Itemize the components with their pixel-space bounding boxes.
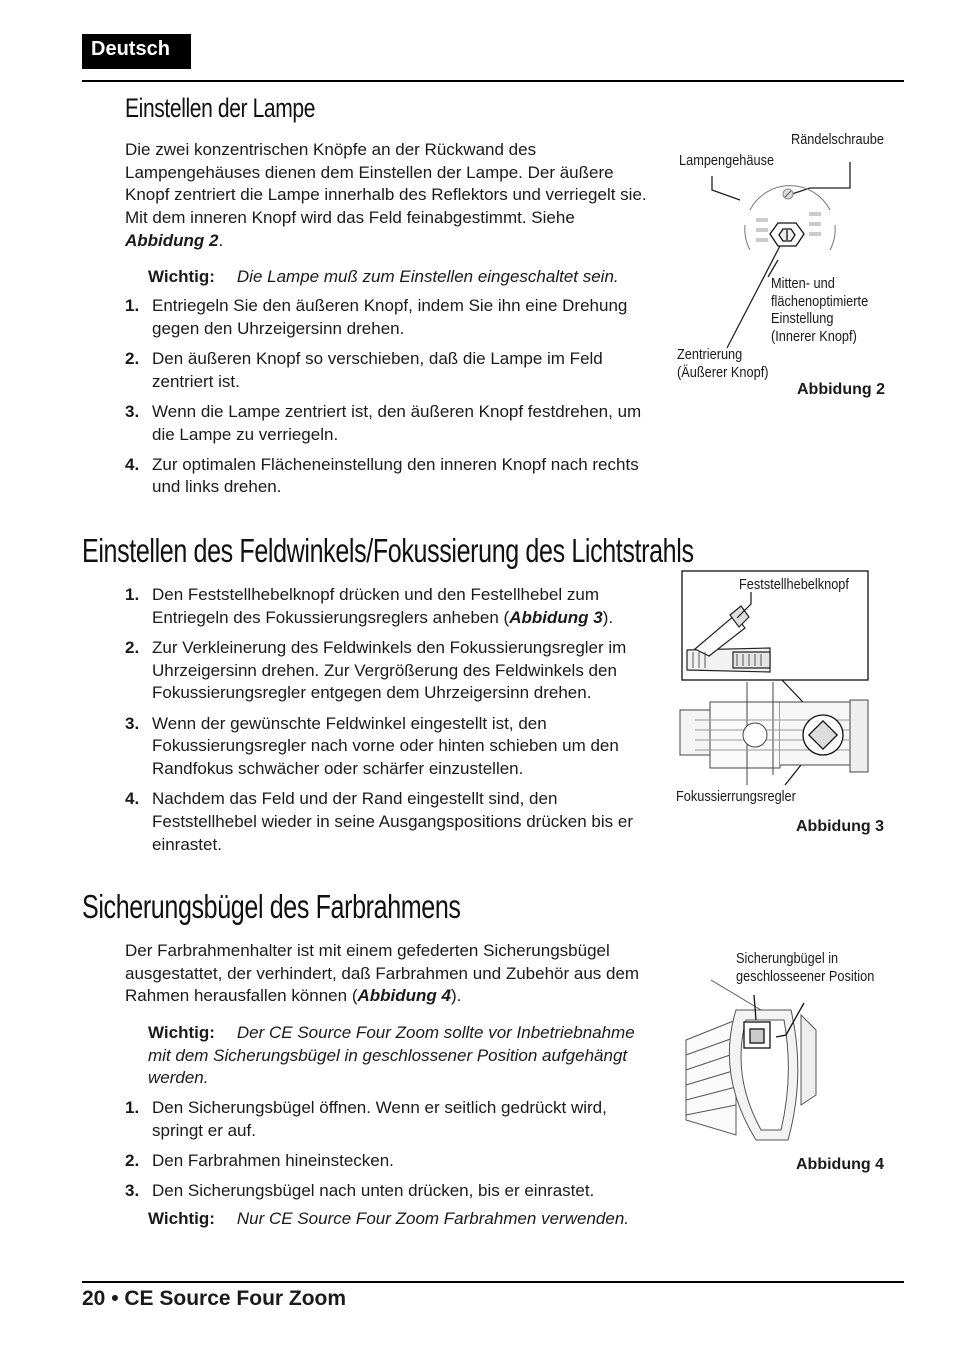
- label-lock-lever: Feststellhebelknopf: [739, 577, 849, 593]
- section-title-frame-clip: Sicherungsbügel des Farbrahmens: [82, 888, 461, 925]
- step-text-end: ).: [602, 607, 614, 627]
- list-item: [125, 348, 655, 393]
- step-number: 4.: [125, 789, 140, 809]
- list-item: [125, 401, 655, 446]
- label-line: Zentrierung: [677, 347, 743, 363]
- color-frame-holder-illustration: [676, 975, 826, 1150]
- intro-text: Die zwei konzentrischen Knöpfe an der Rückwand des Lampengehäuses dienen dem Einstellen der Lampe. Der äußere Knopf zentriert die Lampe innerhalb des Reflektors und verriegelt sie. Mit dem inneren Knopf wird das Feld feinabgestimmt. Siehe: [125, 140, 647, 228]
- label-focus-knob: Fokussierrungsregler: [676, 789, 796, 805]
- figure-reference: Abbidung 3: [509, 607, 603, 627]
- section-title-lamp: Einstellen der Lampe: [125, 93, 316, 123]
- section-frame-intro: [125, 940, 655, 1008]
- figure-caption-3: Abbidung 3: [796, 818, 884, 835]
- step-number: 1.: [125, 296, 140, 315]
- step-text: Den Feststellhebelknopf drücken und den Festellhebel zum Entriegeln des Fokussierungsreglers anheben (: [152, 585, 599, 627]
- frame-steps: [125, 1097, 655, 1210]
- language-tab: Deutsch: [82, 34, 191, 69]
- intro-end: ).: [450, 986, 462, 1006]
- step-text: Den äußeren Knopf so verschieben, daß die Lampe im Feld zentriert ist.: [152, 348, 603, 391]
- figure-reference: Abbidung 2: [125, 230, 219, 250]
- section-title-beam: Einstellen des Feldwinkels/Fokussierung des Lichtstrahls: [82, 532, 694, 569]
- label-line: flächenoptimierte: [771, 293, 869, 310]
- focus-knob-illustration: [675, 570, 875, 795]
- step-number: 3.: [125, 713, 140, 733]
- note-important: [148, 1022, 648, 1090]
- list-item: [125, 1180, 655, 1203]
- step-text: Zur Verkleinerung des Feldwinkels den Fokussierungsregler im Uhrzeigersinn drehen. Zur Vergrößerung des Feldwinkels den Fokussierungsregler entgegen dem Uhrzeigersinn drehen.: [152, 637, 627, 703]
- label-line: (Innerer Knopf): [771, 328, 857, 345]
- note-label: Wichtig:: [148, 1209, 215, 1228]
- step-text: Wenn der gewünschte Feldwinkel eingestellt ist, den Fokussierungsregler nach vorne oder hinten schieben um den Randfokus schwächer oder schärfer einzustellen.: [152, 713, 619, 778]
- step-text: Den Sicherungsbügel nach unten drücken, bis er einrastet.: [152, 1181, 595, 1201]
- list-item: [125, 1150, 655, 1173]
- step-number: 2.: [125, 637, 140, 657]
- list-item: [125, 1097, 655, 1142]
- step-number: 3.: [125, 1181, 140, 1201]
- beam-steps: [125, 584, 655, 864]
- step-text: Nachdem das Feld und der Rand eingestellt sind, den Feststellhebel wieder in seine Ausgangspositions drücken bis er einrastet.: [152, 789, 633, 854]
- list-item: [125, 295, 655, 340]
- step-text: Zur optimalen Flächeneinstellung den inneren Knopf nach rechts und links drehen.: [152, 454, 639, 497]
- label-line: (Äußerer Knopf): [677, 364, 769, 381]
- list-item: [125, 584, 655, 629]
- figure-caption-2: Abbidung 2: [797, 381, 885, 398]
- note-important-2: [148, 1208, 648, 1231]
- step-number: 1.: [125, 1098, 140, 1117]
- step-text: Den Farbrahmen hineinstecken.: [152, 1150, 394, 1170]
- step-text: Den Sicherungsbügel öffnen. Wenn er seitlich gedrückt wird, springt er auf.: [152, 1098, 607, 1140]
- label-lamp-housing: Lampengehäuse: [679, 153, 775, 169]
- list-item: [125, 788, 655, 856]
- list-item: [125, 454, 655, 499]
- step-number: 2.: [125, 348, 140, 368]
- step-number: 2.: [125, 1150, 140, 1170]
- step-number: 1.: [125, 585, 140, 604]
- note-text: Nur CE Source Four Zoom Farbrahmen verwenden.: [236, 1209, 629, 1228]
- note-text: Der CE Source Four Zoom sollte vor Inbetriebnahme mit dem Sicherungsbügel in geschlossener Position aufgehängt werden.: [148, 1023, 635, 1088]
- step-number: 4.: [125, 454, 140, 474]
- label-line: geschlosseener Position: [736, 968, 875, 985]
- intro-text: Der Farbrahmenhalter ist mit einem gefederten Sicherungsbügel ausgestattet, der verhindert, daß Farbrahmen und Zubehör aus dem Rahmen herausfallen können (: [125, 941, 640, 1006]
- step-number: 3.: [125, 401, 140, 421]
- step-text: Entriegeln Sie den äußeren Knopf, indem Sie ihn eine Drehung gegen den Uhrzeigersinn drehen.: [152, 296, 628, 338]
- figure-reference: Abbidung 4: [357, 986, 451, 1006]
- label-line: Einstellung: [771, 311, 834, 327]
- step-text: Wenn die Lampe zentriert ist, den äußeren Knopf festdrehen, um die Lampe zu verriegeln.: [152, 401, 642, 444]
- note-text: Die Lampe muß zum Einstellen eingeschaltet sein.: [236, 267, 619, 286]
- intro-end: .: [218, 230, 224, 250]
- label-line: Mitten- und: [771, 276, 835, 292]
- note-label: Wichtig:: [148, 267, 215, 286]
- note-important: [148, 266, 668, 289]
- figure-caption-4: Abbidung 4: [796, 1156, 884, 1173]
- note-label: Wichtig:: [148, 1023, 215, 1042]
- lamp-steps: [125, 295, 655, 507]
- list-item: [125, 637, 655, 705]
- header-rule: [82, 80, 904, 82]
- list-item: [125, 713, 655, 781]
- footer-rule: [82, 1281, 904, 1283]
- page-footer: 20 • CE Source Four Zoom: [82, 1287, 347, 1310]
- section-lamp-intro: [125, 139, 655, 253]
- lamp-housing-illustration: [670, 150, 900, 380]
- label-knurled-screw: Rändelschraube: [791, 132, 884, 148]
- label-line: Sicherungbügel in: [736, 951, 839, 967]
